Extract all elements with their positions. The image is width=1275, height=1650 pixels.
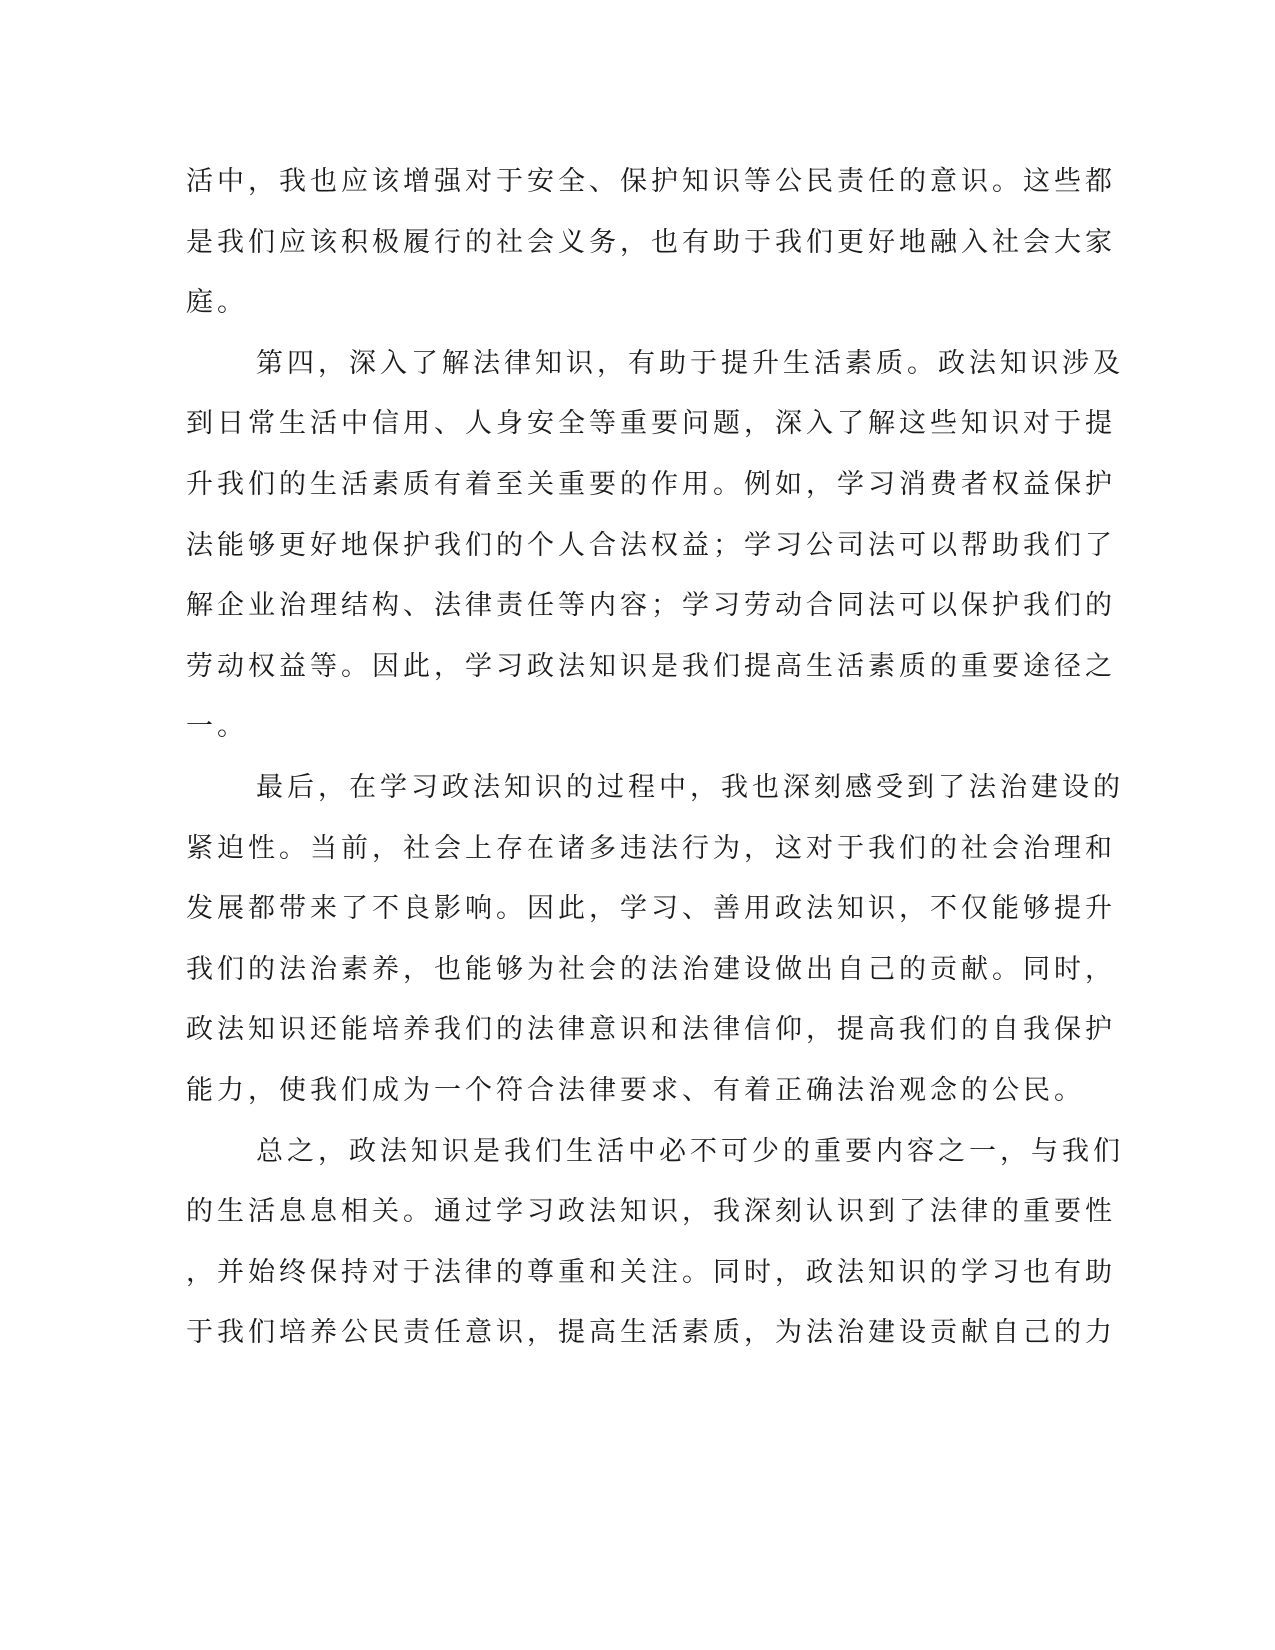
text-line: 升我们的生活素质有着至关重要的作用。例如，学习消费者权益保护 — [186, 468, 1116, 500]
text-line: 发展都带来了不良影响。因此，学习、善用政法知识，不仅能够提升 — [186, 893, 1116, 925]
text-line: 是我们应该积极履行的社会义务，也有助于我们更好地融入社会大家 — [186, 226, 1116, 258]
paragraph-start-line: 最后，在学习政法知识的过程中，我也深刻感受到了法治建设的 — [256, 771, 1124, 803]
text-line: 解企业治理结构、法律责任等内容；学习劳动合同法可以保护我们的 — [186, 590, 1116, 622]
text-line: 于我们培养公民责任意识，提高生活素质，为法治建设贡献自己的力 — [186, 1317, 1116, 1349]
text-line: 我们的法治素养，也能够为社会的法治建设做出自己的贡献。同时， — [186, 953, 1116, 985]
text-line: 庭。 — [186, 287, 248, 319]
text-line: 劳动权益等。因此，学习政法知识是我们提高生活素质的重要途径之 — [186, 650, 1116, 682]
text-line: 法能够更好地保护我们的个人合法权益；学习公司法可以帮助我们了 — [186, 529, 1116, 561]
paragraph-start-line: 第四，深入了解法律知识，有助于提升生活素质。政法知识涉及 — [256, 347, 1124, 379]
text-line: 政法知识还能培养我们的法律意识和法律信仰，提高我们的自我保护 — [186, 1014, 1116, 1046]
text-line: 紧迫性。当前，社会上存在诸多违法行为，这对于我们的社会治理和 — [186, 832, 1116, 864]
text-line: 一。 — [186, 711, 248, 743]
paragraph-start-line: 总之，政法知识是我们生活中必不可少的重要内容之一，与我们 — [256, 1135, 1124, 1167]
text-line: 能力，使我们成为一个符合法律要求、有着正确法治观念的公民。 — [186, 1074, 1085, 1106]
text-line: 到日常生活中信用、人身安全等重要问题，深入了解这些知识对于提 — [186, 408, 1116, 440]
document-body — [186, 152, 1124, 1364]
text-line: 的生活息息相关。通过学习政法知识，我深刻认识到了法律的重要性 — [186, 1196, 1116, 1228]
text-line: ，并始终保持对于法律的尊重和关注。同时，政法知识的学习也有助 — [186, 1256, 1116, 1288]
text-line: 活中，我也应该增强对于安全、保护知识等公民责任的意识。这些都 — [186, 166, 1116, 197]
